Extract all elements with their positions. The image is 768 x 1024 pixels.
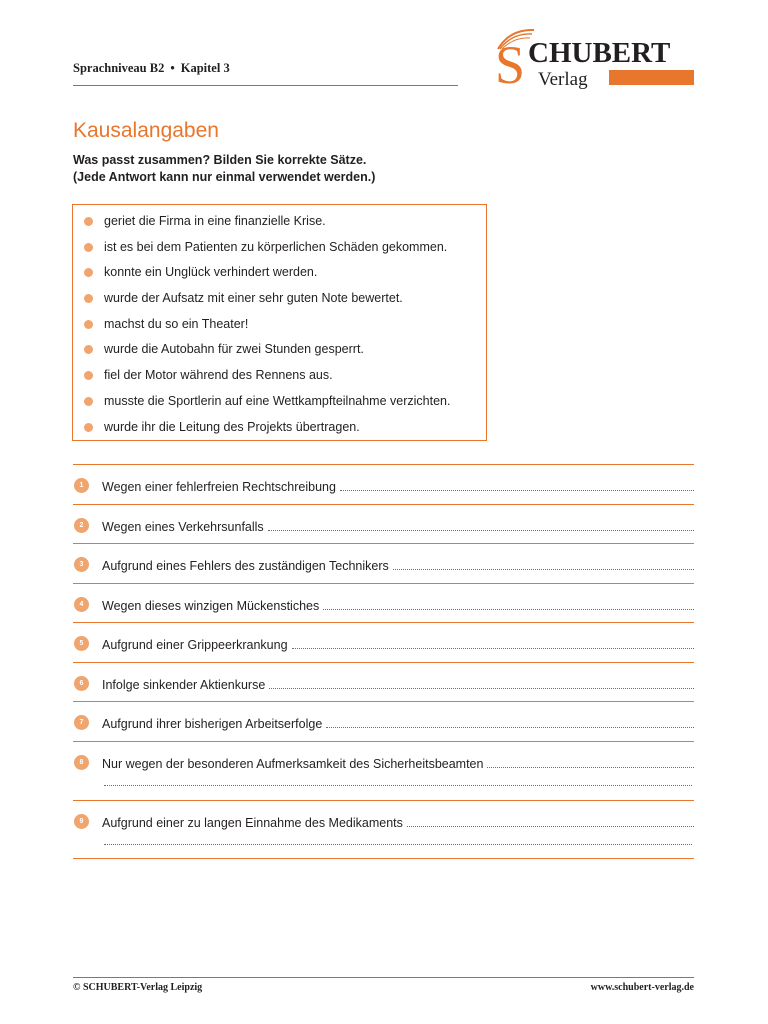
answer-item (83, 417, 450, 443)
header-breadcrumb (73, 61, 230, 76)
answer-text: geriet die Firma in eine finanzielle Krise. (104, 214, 326, 228)
bullet-icon (84, 345, 93, 354)
answer-list (83, 211, 450, 442)
answer-blank[interactable] (487, 753, 694, 768)
exercise-prompt: Infolge sinkender Aktienkurse (102, 677, 266, 692)
exercise-prompt: Wegen eines Verkehrsunfalls (102, 519, 264, 534)
exercise-line (102, 713, 694, 731)
answer-item (83, 314, 450, 340)
answer-blank[interactable] (326, 713, 694, 728)
logo-initial: S (495, 35, 526, 89)
exercise-number-badge: 7 (74, 715, 89, 730)
bullet-icon (84, 397, 93, 406)
answer-text: machst du so ein Theater! (104, 316, 249, 331)
logo-sub: Verlag (538, 69, 588, 89)
answer-text: wurde ihr die Leitung des Projekts übertragen. (104, 419, 360, 434)
exercise-number-badge: 6 (74, 676, 89, 691)
level-label: Sprachniveau B2 (73, 61, 165, 75)
exercise-line (102, 476, 694, 494)
exercise-prompt: Nur wegen der besonderen Aufmerksamkeit des Sicherheitsbeamten (102, 756, 484, 771)
exercise-prompt: Aufgrund einer zu langen Einnahme des Medikaments (102, 815, 403, 830)
answer-blank[interactable] (393, 555, 694, 570)
bullet-icon (84, 320, 93, 329)
instruction-line-2: (Jede Antwort kann nur einmal verwendet werden.) (73, 170, 376, 184)
answer-blank[interactable] (269, 674, 694, 689)
logo-name: CHUBERT (528, 37, 671, 69)
exercise-row (73, 583, 694, 623)
exercise-prompt: Aufgrund ihrer bisherigen Arbeitserfolge (102, 717, 323, 731)
footer-website: www.schubert-verlag.de (590, 982, 694, 993)
separator-dot: • (170, 61, 175, 75)
page-title: Kausalangaben (73, 119, 219, 142)
exercise-number-badge: 9 (74, 814, 89, 829)
answer-item (83, 339, 450, 365)
exercise-row (73, 662, 694, 702)
answer-item (83, 391, 450, 417)
exercise-number-badge: 3 (74, 557, 89, 572)
footer-divider (73, 977, 694, 978)
exercise-row (73, 741, 694, 800)
bullet-icon (84, 217, 93, 226)
exercise-number-badge: 1 (74, 478, 89, 493)
bullet-icon (84, 243, 93, 252)
schubert-verlag-logo (488, 27, 698, 89)
exercise-row (73, 543, 694, 583)
exercise-row (73, 504, 694, 544)
exercise-prompt: Wegen dieses winzigen Mückenstiches (102, 598, 320, 613)
exercise-row (73, 622, 694, 662)
answer-item (83, 365, 450, 391)
bullet-icon (84, 423, 93, 432)
answer-text: wurde der Aufsatz mit einer sehr guten Note bewertet. (104, 291, 403, 306)
answer-text: ist es bei dem Patienten zu körperlichen Schäden gekommen. (104, 239, 448, 254)
bullet-icon (84, 294, 93, 303)
footer-copyright: © SCHUBERT-Verlag Leipzig (73, 982, 203, 993)
exercise-line (102, 674, 694, 692)
header-divider (73, 85, 458, 86)
answer-blank-continuation[interactable] (104, 775, 692, 786)
exercise-prompt: Aufgrund eines Fehlers des zuständigen Technikers (102, 559, 389, 573)
exercise-line (102, 555, 694, 573)
answer-blank-continuation[interactable] (104, 834, 692, 845)
answer-text: musste die Sportlerin auf eine Wettkampfteilnahme verzichten. (104, 393, 451, 408)
exercise-number-badge: 5 (74, 636, 89, 651)
exercise-line (102, 516, 694, 534)
exercise-prompt: Aufgrund einer Grippeerkrankung (102, 638, 288, 652)
exercise-row (73, 701, 694, 741)
answer-box (72, 204, 487, 441)
exercise-line (102, 812, 694, 830)
exercise-row (73, 800, 694, 859)
answer-blank[interactable] (340, 476, 694, 491)
exercise-line (102, 634, 694, 652)
answer-blank[interactable] (268, 516, 694, 531)
answer-text: fiel der Motor während des Rennens aus. (104, 368, 333, 383)
exercise-prompt: Wegen einer fehlerfreien Rechtschreibung (102, 480, 336, 494)
answer-blank[interactable] (292, 634, 694, 649)
answer-text: konnte ein Unglück verhindert werden. (104, 265, 318, 280)
bullet-icon (84, 268, 93, 277)
exercise-line (102, 753, 694, 771)
exercise-line (102, 595, 694, 613)
logo-bar (609, 70, 694, 85)
exercise-row (73, 464, 694, 504)
answer-item (83, 288, 450, 314)
exercise-number-badge: 2 (74, 518, 89, 533)
bullet-icon (84, 371, 93, 380)
answer-item (83, 262, 450, 288)
answer-blank[interactable] (407, 812, 694, 827)
instruction-line-1: Was passt zusammen? Bilden Sie korrekte Sätze. (73, 153, 367, 167)
exercise-number-badge: 4 (74, 597, 89, 612)
exercise-number-badge: 8 (74, 755, 89, 770)
instructions (73, 152, 375, 186)
answer-item (83, 211, 450, 237)
answer-text: wurde die Autobahn für zwei Stunden gesperrt. (104, 342, 364, 357)
answer-item (83, 237, 450, 263)
chapter-label: Kapitel 3 (180, 61, 230, 75)
answer-blank[interactable] (323, 595, 694, 610)
exercise-list (73, 464, 694, 859)
